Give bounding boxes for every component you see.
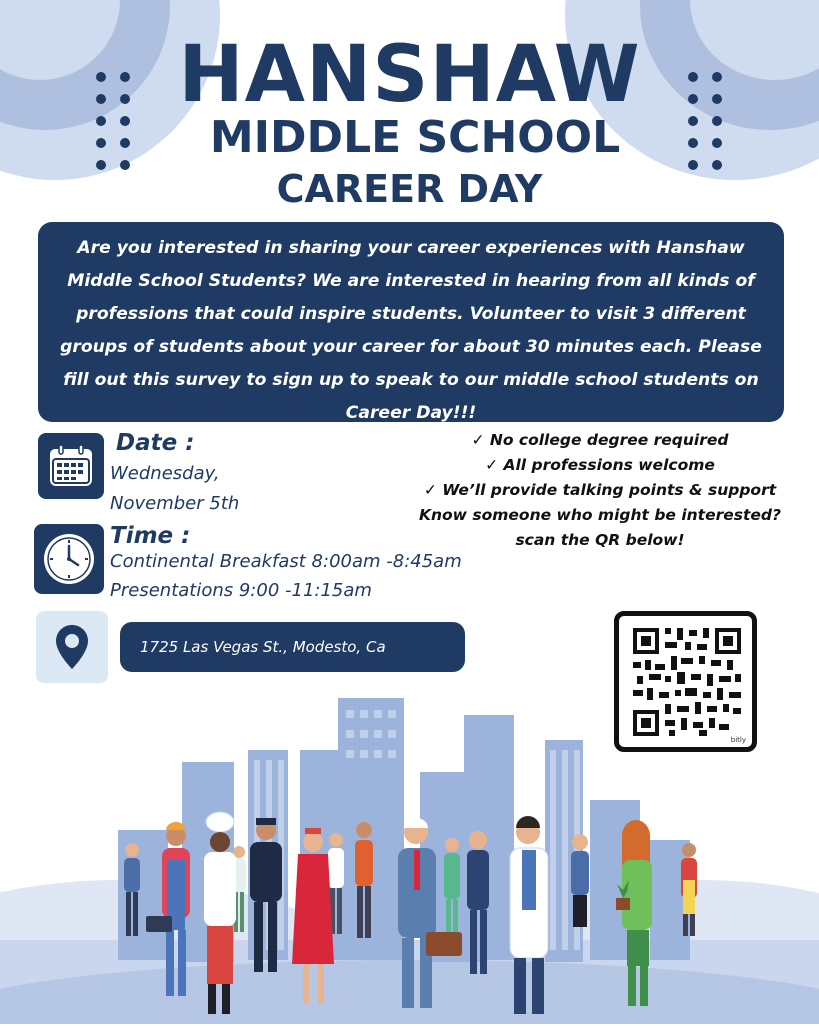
referral-prompt: Know someone who might be interested?: [418, 506, 781, 524]
time-breakfast: Continental Breakfast 8:00am -8:45am: [110, 551, 462, 572]
time-heading: Time :: [110, 523, 191, 549]
date-weekday: Wednesday,: [110, 463, 220, 484]
intro-message-box: Are you interested in sharing your career experiences with Hanshaw Middle School Students? We are interested in hearing from all kinds of professions that could inspire students. Volunteer to visit 3 different groups of students about your career for about 30 minutes each. Please fill out this survey to sign up to speak to our middle school students on Career Day!!!: [38, 222, 784, 422]
address-text: 1725 Las Vegas St., Modesto, Ca: [140, 638, 386, 656]
benefits-list: [410, 428, 790, 553]
check-icon: ✓: [471, 431, 490, 449]
qr-brand-tag: bitly: [730, 736, 746, 744]
title-career-day: CAREER DAY: [276, 167, 543, 211]
map-pin-icon: [36, 611, 108, 683]
address-pill: [120, 622, 465, 672]
qr-prompt: scan the QR below!: [515, 531, 685, 549]
check-icon: ✓: [485, 456, 504, 474]
benefit-item: ✓ We’ll provide talking points & support: [423, 481, 777, 499]
clock-icon: [34, 524, 104, 594]
calendar-icon: [38, 433, 104, 499]
career-people-illustration: [0, 690, 819, 1024]
benefit-item: ✓ No college degree required: [471, 431, 729, 449]
check-icon: ✓: [423, 481, 443, 499]
benefit-item: ✓ All professions welcome: [485, 456, 715, 474]
title-middle-school: MIDDLE SCHOOL: [209, 112, 621, 163]
time-presentations: Presentations 9:00 -11:15am: [110, 580, 372, 601]
date-day: November 5th: [110, 493, 240, 514]
date-heading: Date :: [116, 430, 195, 456]
title-school-name: HANSHAW: [178, 30, 641, 120]
